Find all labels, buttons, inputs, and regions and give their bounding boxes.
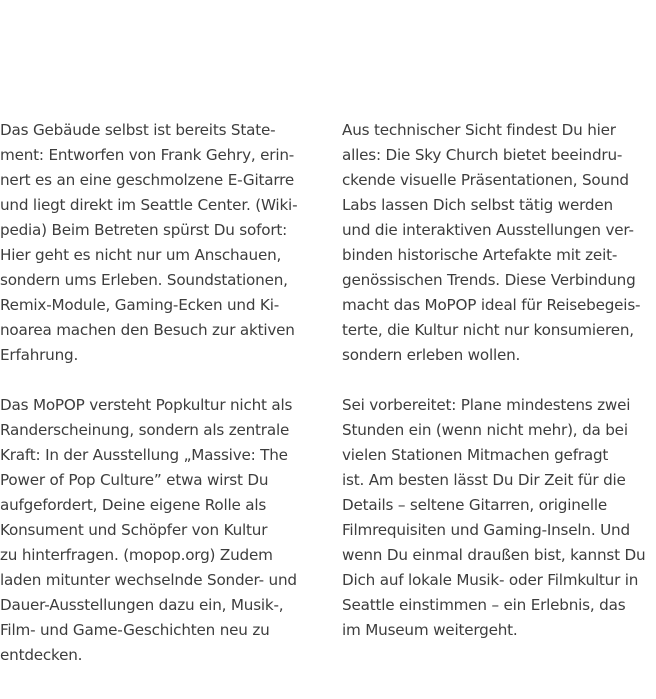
text-line: nert es an eine geschmolzene E-Gitarre (0, 171, 295, 189)
text-line: genössischen Trends. Diese Verbindung (342, 271, 636, 289)
text-line: wenn Du einmal draußen bist, kannst Du (342, 546, 646, 564)
text-line: ckende visuelle Präsentationen, Sound (342, 171, 629, 189)
paragraph-pop-culture (0, 393, 314, 668)
text-line: Kraft: In der Ausstellung „Massive: The (0, 446, 288, 464)
text-line: Film- und Game-Geschichten neu zu (0, 621, 270, 639)
text-line: vielen Stationen Mitmachen gefragt (342, 446, 609, 464)
text-line: Dich auf lokale Musik- oder Filmkultur in (342, 571, 639, 589)
left-text-column (0, 118, 314, 693)
text-line: Stunden ein (wenn nicht mehr), da bei (342, 421, 628, 439)
text-line: ment: Entworfen von Frank Gehry, erin- (0, 146, 295, 164)
text-line: Erfahrung. (0, 346, 79, 364)
text-line: Aus technischer Sicht findest Du hier (342, 121, 616, 139)
text-line: macht das MoPOP ideal für Reisebegeis- (342, 296, 641, 314)
text-line: Details – seltene Gitarren, originelle (342, 496, 608, 514)
text-line: laden mitunter wechselnde Sonder- und (0, 571, 297, 589)
text-line: alles: Die Sky Church bietet beeindru- (342, 146, 623, 164)
text-line: Seattle einstimmen – ein Erlebnis, das (342, 596, 626, 614)
right-text-column (342, 118, 656, 693)
text-line: binden historische Artefakte mit zeit- (342, 246, 618, 264)
text-line: zu hinterfragen. (mopop.org) Zudem (0, 546, 273, 564)
text-line: im Museum weitergeht. (342, 621, 518, 639)
text-line: und liegt direkt im Seattle Center. (Wiki- (0, 196, 298, 214)
text-line: und die interaktiven Ausstellungen ver- (342, 221, 634, 239)
text-line: Remix-Module, Gaming-Ecken und Ki- (0, 296, 279, 314)
text-line: noarea machen den Besuch zur aktiven (0, 321, 295, 339)
paragraph-tips (342, 393, 656, 643)
text-line: terte, die Kultur nicht nur konsumieren, (342, 321, 634, 339)
article-body (0, 118, 656, 693)
text-line: ist. Am besten lässt Du Dir Zeit für die (342, 471, 626, 489)
text-line: sondern ums Erleben. Soundstationen, (0, 271, 288, 289)
text-line: Dauer-Ausstellungen dazu ein, Musik-, (0, 596, 284, 614)
paragraph-technical (342, 118, 656, 368)
text-line: sondern erleben wollen. (342, 346, 521, 364)
text-line: Das MoPOP versteht Popkultur nicht als (0, 396, 293, 414)
text-line: Hier geht es nicht nur um Anschauen, (0, 246, 282, 264)
text-line: Power of Pop Culture” etwa wirst Du (0, 471, 269, 489)
text-line: Randerscheinung, sondern als zentrale (0, 421, 290, 439)
text-line: Filmrequisiten und Gaming-Inseln. Und (342, 521, 630, 539)
text-line: pedia) Beim Betreten spürst Du sofort: (0, 221, 288, 239)
text-line: Sei vorbereitet: Plane mindestens zwei (342, 396, 631, 414)
text-line: Das Gebäude selbst ist bereits State- (0, 121, 276, 139)
text-line: entdecken. (0, 646, 83, 664)
text-line: Labs lassen Dich selbst tätig werden (342, 196, 613, 214)
text-line: aufgefordert, Deine eigene Rolle als (0, 496, 267, 514)
text-line: Konsument und Schöpfer von Kultur (0, 521, 268, 539)
paragraph-building (0, 118, 314, 368)
